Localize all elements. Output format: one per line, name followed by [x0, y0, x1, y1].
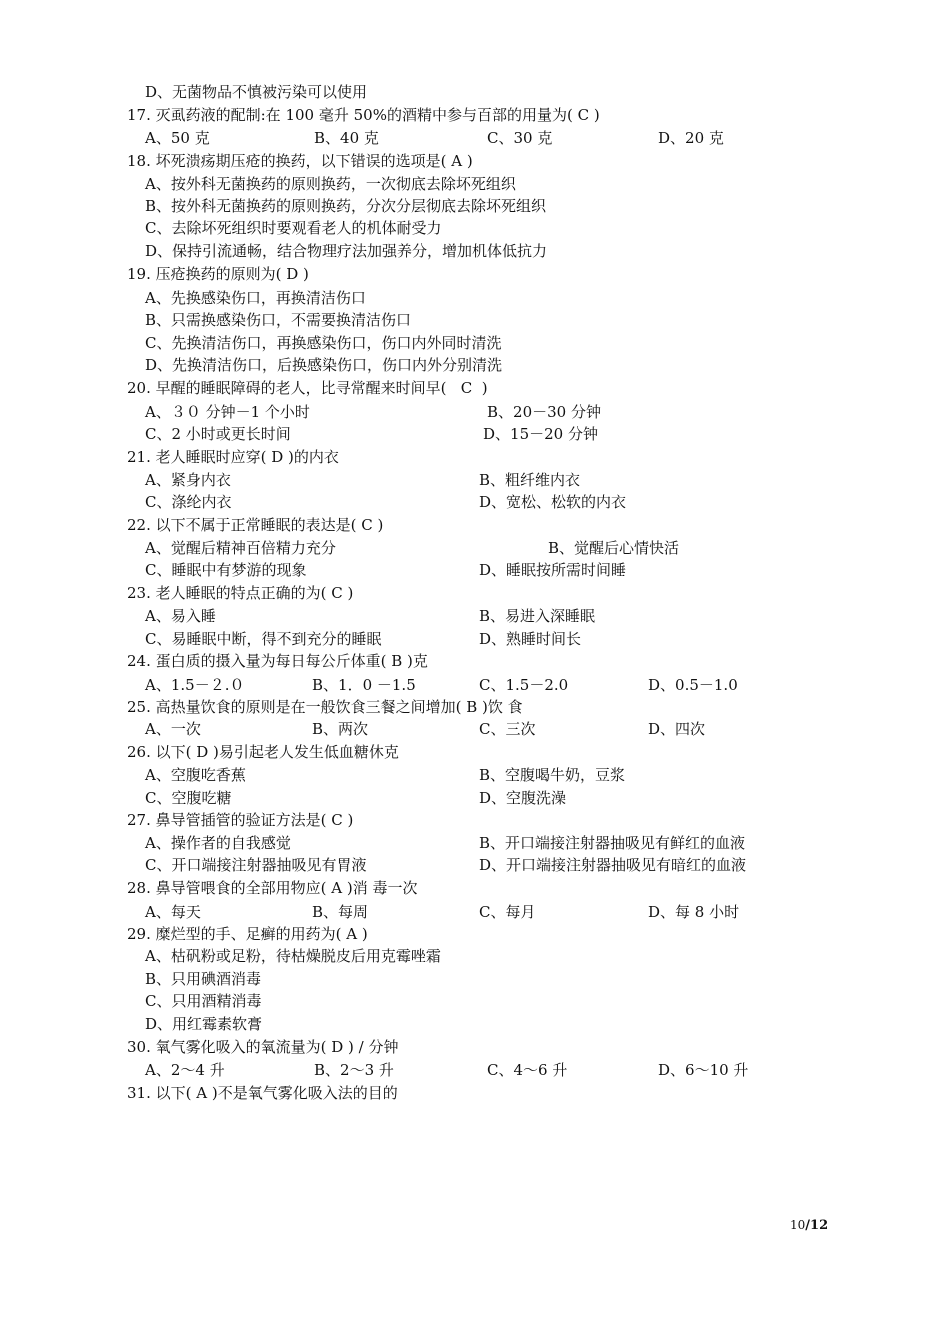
option-text: C、4～6 升 [487, 1061, 568, 1079]
option-text: C、30 克 [487, 129, 553, 147]
option-text: A、按外科无菌换药的原则换药，一次彻底去除坏死组织 [145, 175, 516, 193]
option-text: C、先换清洁伤口，再换感染伤口，伤口内外同时清洗 [145, 334, 502, 352]
question-text: 19. 压疮换药的原则为( D ) [127, 265, 309, 283]
option-text: B、2～3 升 [314, 1061, 394, 1079]
option-text: D、保持引流通畅，结合物理疗法加强养分，增加机体低抗力 [145, 242, 548, 260]
option-text: B、只需换感染伤口，不需要换清洁伤口 [145, 311, 412, 329]
option-text: A、３０ 分钟－1 个小时 [145, 403, 310, 421]
option-text: B、40 克 [314, 129, 379, 147]
option-text: C、涤纶内衣 [145, 493, 232, 511]
option-text: A、1.5－２.０ [145, 676, 245, 694]
question-text: 18. 坏死溃疡期压疮的换药，以下错误的选项是( A ) [127, 152, 473, 170]
option-text: B、1．0 －1.5 [312, 676, 416, 694]
option-text: D、每 8 小时 [648, 903, 740, 921]
option-text: A、一次 [145, 720, 201, 738]
option-text: A、每天 [145, 903, 201, 921]
question-text: 26. 以下( D )易引起老人发生低血糖休克 [127, 743, 399, 761]
option-text: B、粗纤维内衣 [479, 471, 581, 489]
option-text: A、觉醒后精神百倍精力充分 [145, 539, 336, 557]
option-text: C、空腹吃糖 [145, 789, 232, 807]
option-text: A、枯矾粉或足粉，待枯燥脱皮后用克霉唑霜 [145, 947, 441, 965]
question-text: 23. 老人睡眠的特点正确的为( C ) [127, 584, 354, 602]
option-text: D、空腹洗澡 [479, 789, 567, 807]
option-text: D、无菌物品不慎被污染可以使用 [145, 83, 368, 101]
option-text: C、只用酒精消毒 [145, 992, 262, 1010]
option-text: C、每月 [479, 903, 536, 921]
option-text: C、开口端接注射器抽吸见有胃液 [145, 856, 367, 874]
option-text: D、20 克 [658, 129, 724, 147]
option-text: B、每周 [312, 903, 369, 921]
option-text: B、空腹喝牛奶，豆浆 [479, 766, 626, 784]
question-text: 17. 灭虱药液的配制:在 100 毫升 50%的酒精中参与百部的用量为( C ) [127, 106, 600, 124]
option-text: B、两次 [312, 720, 369, 738]
option-text: A、易入睡 [145, 607, 216, 625]
option-text: B、觉醒后心情快活 [548, 539, 680, 557]
question-text: 30. 氧气雾化吸入的氧流量为( D ) / 分钟 [127, 1038, 399, 1056]
option-text: B、按外科无菌换药的原则换药，分次分层彻底去除坏死组织 [145, 197, 547, 215]
question-text: 21. 老人睡眠时应穿( D )的内衣 [127, 448, 339, 466]
option-text: D、15－20 分钟 [483, 425, 598, 443]
option-text: D、先换清洁伤口，后换感染伤口，伤口内外分别清洗 [145, 356, 503, 374]
option-text: C、2 小时或更长时间 [145, 425, 291, 443]
question-text: 31. 以下( A )不是氧气雾化吸入法的目的 [127, 1084, 398, 1102]
option-text: C、三次 [479, 720, 536, 738]
option-text: A、先换感染伤口，再换清洁伤口 [145, 289, 366, 307]
option-text: D、开口端接注射器抽吸见有暗红的血液 [479, 856, 747, 874]
page-number [790, 1217, 828, 1234]
option-text: C、睡眠中有梦游的现象 [145, 561, 307, 579]
option-text: A、2～4 升 [145, 1061, 225, 1079]
option-text: A、操作者的自我感觉 [145, 834, 291, 852]
option-text: D、用红霉素软膏 [145, 1015, 263, 1033]
question-text: 27. 鼻导管插管的验证方法是( C ) [127, 811, 354, 829]
question-text: 28. 鼻导管喂食的全部用物应( A )消 毒一次 [127, 879, 418, 897]
option-text: D、熟睡时间长 [479, 630, 582, 648]
option-text: D、宽松、松软的内衣 [479, 493, 627, 511]
option-text: B、易进入深睡眠 [479, 607, 596, 625]
question-text: 22. 以下不属于正常睡眠的表达是( C ) [127, 516, 384, 534]
page-current: 10 [790, 1218, 806, 1232]
option-text: A、空腹吃香蕉 [145, 766, 246, 784]
option-text: B、20－30 分钟 [487, 403, 601, 421]
option-text: D、睡眠按所需时间睡 [479, 561, 627, 579]
option-text: A、紧身内衣 [145, 471, 231, 489]
page-separator: / [805, 1218, 811, 1233]
option-text: B、只用碘酒消毒 [145, 970, 262, 988]
option-text: C、1.5－2.0 [479, 676, 569, 694]
option-text: D、四次 [648, 720, 706, 738]
question-text: 25. 高热量饮食的原则是在一般饮食三餐之间增加( B )饮 食 [127, 698, 523, 716]
option-text: B、开口端接注射器抽吸见有鲜红的血液 [479, 834, 746, 852]
option-text: A、50 克 [145, 129, 210, 147]
option-text: C、去除坏死组织时要观看老人的机体耐受力 [145, 219, 442, 237]
option-text: C、易睡眠中断，得不到充分的睡眠 [145, 630, 382, 648]
page-total: 12 [810, 1218, 829, 1233]
question-text: 29. 糜烂型的手、足癣的用药为( A ) [127, 925, 368, 943]
option-text: D、0.5－1.0 [648, 676, 738, 694]
question-text: 20. 早醒的睡眠障碍的老人，比寻常醒来时间早( C ) [127, 379, 488, 397]
option-text: D、6～10 升 [658, 1061, 749, 1079]
question-text: 24. 蛋白质的摄入量为每日每公斤体重( B )克 [127, 652, 428, 670]
